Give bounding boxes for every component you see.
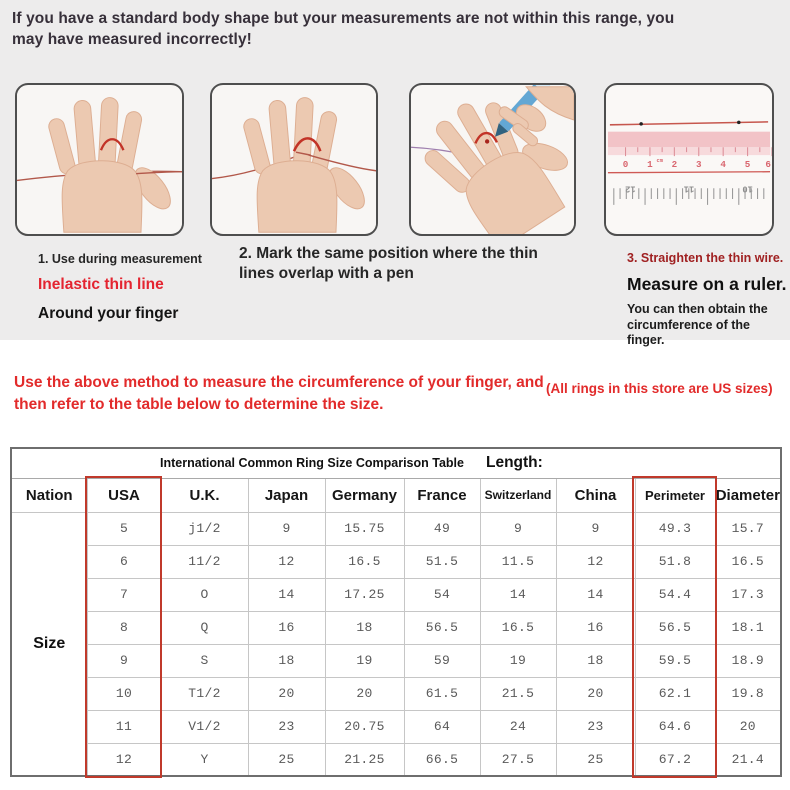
table-cell: 11 xyxy=(87,710,161,743)
col-header-usa: USA xyxy=(87,478,161,512)
caption-step1 xyxy=(38,252,228,323)
page-title: If you have a standard body shape but your measurements are not within this range, you may have measured incorrectly! xyxy=(12,10,675,49)
table-cell: 18.9 xyxy=(715,644,781,677)
size-row-label: Size xyxy=(11,512,87,776)
table-row xyxy=(11,545,781,578)
table-cell: j1/2 xyxy=(161,512,248,545)
table-cell: 15.75 xyxy=(325,512,404,545)
table-cell: 8 xyxy=(87,611,161,644)
table-cell: T1/2 xyxy=(161,677,248,710)
table-cell: 12 xyxy=(87,743,161,776)
table-cell: 51.5 xyxy=(404,545,480,578)
table-row xyxy=(11,743,781,776)
col-header-perimeter: Perimeter xyxy=(635,478,715,512)
table-cell: 14 xyxy=(556,578,635,611)
table-cell: 54 xyxy=(404,578,480,611)
ruler-number: 5 xyxy=(744,158,751,170)
col-header-japan: Japan xyxy=(248,478,325,512)
step1-note: Around your finger xyxy=(38,305,179,322)
table-cell: 20 xyxy=(248,677,325,710)
table-cell: 9 xyxy=(248,512,325,545)
table-cell: 27.5 xyxy=(480,743,556,776)
table-cell: 20.75 xyxy=(325,710,404,743)
table-cell: 14 xyxy=(248,578,325,611)
table-cell: 11/2 xyxy=(161,545,248,578)
ruler-unit-label: cm xyxy=(656,157,663,164)
table-cell: 9 xyxy=(556,512,635,545)
table-cell: 49.3 xyxy=(635,512,715,545)
length-label: Length: xyxy=(486,454,543,472)
table-cell: 18.1 xyxy=(715,611,781,644)
table-cell: 24 xyxy=(480,710,556,743)
col-header-uk: U.K. xyxy=(161,478,248,512)
table-cell: S xyxy=(161,644,248,677)
table-row xyxy=(11,512,781,545)
table-cell: 16 xyxy=(248,611,325,644)
col-header-germany: Germany xyxy=(325,478,404,512)
caption-step2: 2. Mark the same position where the thin lines overlap with a pen xyxy=(239,245,538,283)
table-cell: 11.5 xyxy=(480,545,556,578)
table-row xyxy=(11,644,781,677)
step3-subtitle: Measure on a ruler. xyxy=(627,274,787,294)
table-cell: 59 xyxy=(404,644,480,677)
ruler-number: 6 xyxy=(765,158,771,170)
table-title: International Common Ring Size Comparison Table xyxy=(160,456,464,471)
ruler-number: 2 xyxy=(671,158,678,170)
table-cell: 25 xyxy=(556,743,635,776)
table-cell: 61.5 xyxy=(404,677,480,710)
table-row xyxy=(11,677,781,710)
col-header-china: China xyxy=(556,478,635,512)
table-cell: 62.1 xyxy=(635,677,715,710)
table-cell: 18 xyxy=(248,644,325,677)
table-row xyxy=(11,710,781,743)
table-cell: 9 xyxy=(480,512,556,545)
table-cell: 12 xyxy=(248,545,325,578)
table-cell: 64 xyxy=(404,710,480,743)
table-cell: 51.8 xyxy=(635,545,715,578)
table-cell: V1/2 xyxy=(161,710,248,743)
size-table-wrap xyxy=(10,447,780,781)
step1-caption: 1. Use during measurement xyxy=(38,252,202,266)
measurement-guide-section xyxy=(0,0,790,348)
col-header-france: France xyxy=(404,478,480,512)
table-cell: 54.4 xyxy=(635,578,715,611)
col-header-diameter: Diameter xyxy=(715,478,781,512)
table-cell: 66.5 xyxy=(404,743,480,776)
figure-step2-photo xyxy=(210,83,378,236)
table-cell: 17.25 xyxy=(325,578,404,611)
table-cell: 23 xyxy=(556,710,635,743)
table-cell: Y xyxy=(161,743,248,776)
table-cell: 19.8 xyxy=(715,677,781,710)
table-cell: 59.5 xyxy=(635,644,715,677)
table-cell: 21.5 xyxy=(480,677,556,710)
caption-step3 xyxy=(627,251,787,349)
table-cell: 16.5 xyxy=(480,611,556,644)
table-cell: 64.6 xyxy=(635,710,715,743)
table-cell: 56.5 xyxy=(635,611,715,644)
ruler-number: 0 xyxy=(622,158,629,170)
ruler-number-inverted: 10 xyxy=(742,183,753,194)
table-row xyxy=(11,578,781,611)
table-cell: 23 xyxy=(248,710,325,743)
table-cell: 21.4 xyxy=(715,743,781,776)
ruler-number-inverted: 11 xyxy=(683,183,695,194)
figure-step4-photo xyxy=(604,83,774,236)
table-cell: 16 xyxy=(556,611,635,644)
table-cell: 9 xyxy=(87,644,161,677)
table-cell: Q xyxy=(161,611,248,644)
table-cell: 10 xyxy=(87,677,161,710)
table-cell: 18 xyxy=(556,644,635,677)
instruction-note: (All rings in this store are US sizes) xyxy=(546,381,773,396)
step1-highlight: Inelastic thin line xyxy=(38,276,164,293)
table-cell: 12 xyxy=(556,545,635,578)
table-cell: 56.5 xyxy=(404,611,480,644)
table-cell: 19 xyxy=(325,644,404,677)
table-cell: 16.5 xyxy=(325,545,404,578)
size-comparison-table xyxy=(10,447,782,777)
table-cell: 14 xyxy=(480,578,556,611)
figure-step3-photo xyxy=(409,83,576,236)
table-cell: 20 xyxy=(325,677,404,710)
table-title-row xyxy=(11,448,781,478)
thread-overlap-icon xyxy=(212,85,376,234)
table-cell: 67.2 xyxy=(635,743,715,776)
table-cell: 7 xyxy=(87,578,161,611)
table-cell: O xyxy=(161,578,248,611)
table-row xyxy=(11,611,781,644)
table-cell: 19 xyxy=(480,644,556,677)
table-cell: 20 xyxy=(556,677,635,710)
col-header-nation: Nation xyxy=(11,478,87,512)
ruler-number: 1 xyxy=(647,158,653,170)
table-cell: 18 xyxy=(325,611,404,644)
ruler-icon xyxy=(606,85,772,234)
instruction-text: Use the above method to measure the circumference of your finger, and then refer to the table below to determine the size. xyxy=(14,374,544,413)
step3-caption: 3. Straighten the thin wire. xyxy=(627,251,784,265)
table-cell: 5 xyxy=(87,512,161,545)
pen-marking-icon xyxy=(411,85,574,234)
hand-with-thread-icon xyxy=(17,85,182,234)
ruler-number-inverted: 12 xyxy=(625,183,636,194)
col-header-switzerland: Switzerland xyxy=(480,478,556,512)
table-cell: 25 xyxy=(248,743,325,776)
figure-step1-photo xyxy=(15,83,184,236)
ruler-number: 4 xyxy=(720,158,726,170)
ruler-number: 3 xyxy=(695,158,702,170)
table-cell: 20 xyxy=(715,710,781,743)
step3-note: You can then obtain the circumference of the finger. xyxy=(627,302,768,348)
table-cell: 15.7 xyxy=(715,512,781,545)
table-cell: 21.25 xyxy=(325,743,404,776)
table-cell: 49 xyxy=(404,512,480,545)
table-cell: 6 xyxy=(87,545,161,578)
table-header-row xyxy=(11,478,781,512)
table-cell: 16.5 xyxy=(715,545,781,578)
table-cell: 17.3 xyxy=(715,578,781,611)
